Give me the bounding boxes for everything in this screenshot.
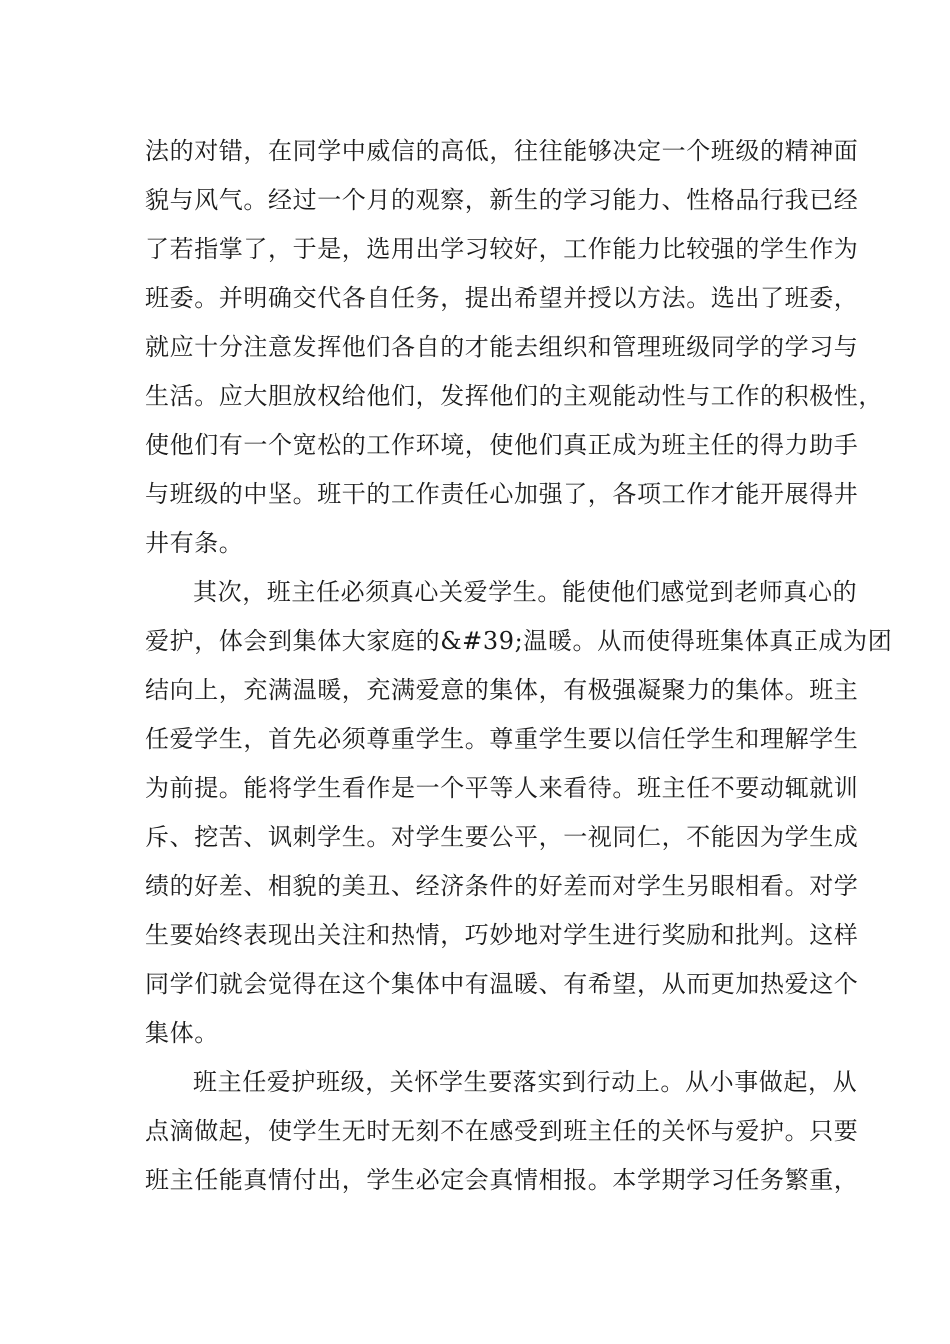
paragraph-first-line: 其次，班主任必须真心关爱学生。能使他们感觉到老师真心的 xyxy=(193,578,858,606)
text-line: 貌与风气。经过一个月的观察，新生的学习能力、性格品行我已经 xyxy=(145,186,859,214)
body-text xyxy=(145,127,893,1205)
text-line: 集体。 xyxy=(145,1019,219,1047)
text-line: 点滴做起，使学生无时无刻不在感受到班主任的关怀与爱护。只要 xyxy=(145,1117,859,1145)
text-line: 绩的好差、相貌的美丑、经济条件的好差而对学生另眼相看。对学 xyxy=(145,872,859,900)
text-line: 就应十分注意发挥他们各自的才能去组织和管理班级同学的学习与 xyxy=(145,333,859,361)
text-line: 井有条。 xyxy=(145,529,244,557)
text-line: 了若指掌了，于是，选用出学习较好，工作能力比较强的学生作为 xyxy=(145,235,859,263)
text-line: 生要始终表现出关注和热情，巧妙地对学生进行奖励和批判。这样 xyxy=(145,921,859,949)
text-line: 使他们有一个宽松的工作环境，使他们真正成为班主任的得力助手 xyxy=(145,431,859,459)
text-line: 斥、挖苦、讽刺学生。对学生要公平，一视同仁，不能因为学生成 xyxy=(145,823,859,851)
text-line: 同学们就会觉得在这个集体中有温暖、有希望，从而更加热爱这个 xyxy=(145,970,859,998)
paragraph-first-line: 班主任爱护班级，关怀学生要落实到行动上。从小事做起，从 xyxy=(193,1068,858,1096)
text-line: 与班级的中坚。班干的工作责任心加强了，各项工作才能开展得井 xyxy=(145,480,859,508)
text-line: 生活。应大胆放权给他们，发挥他们的主观能动性与工作的积极性， xyxy=(145,382,883,410)
text-line: 任爱学生，首先必须尊重学生。尊重学生要以信任学生和理解学生 xyxy=(145,725,859,753)
text-line: 班委。并明确交代各自任务，提出希望并授以方法。选出了班委， xyxy=(145,284,859,312)
text-line: 法的对错，在同学中威信的高低，往往能够决定一个班级的精神面 xyxy=(145,137,859,165)
text-line: 为前提。能将学生看作是一个平等人来看待。班主任不要动辄就训 xyxy=(145,774,859,802)
text-line: 班主任能真情付出，学生必定会真情相报。本学期学习任务繁重， xyxy=(145,1166,859,1194)
text-line: 爱护，体会到集体大家庭的&#39;温暖。从而使得班集体真正成为团 xyxy=(145,627,893,655)
text-line: 结向上，充满温暖，充满爱意的集体，有极强凝聚力的集体。班主 xyxy=(145,676,859,704)
